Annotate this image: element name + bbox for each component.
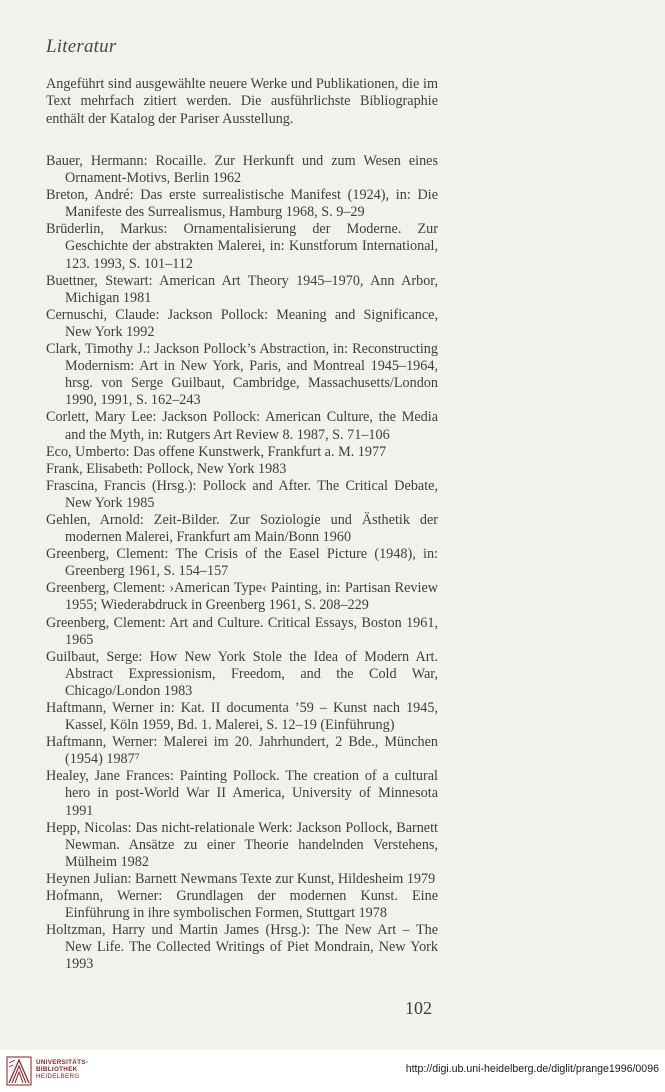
bibliography-entry: Buettner, Stewart: American Art Theory 1945–1970, Ann Arbor, Michigan 1981	[46, 272, 438, 306]
bibliography-entry: Corlett, Mary Lee: Jackson Pollock: American Culture, the Media and the Myth, in: Rutgers Art Review 8. 1987, S. 71–106	[46, 409, 438, 443]
logo-line-2: BIBLIOTHEK	[36, 1066, 78, 1074]
bibliography-entry: Brüderlin, Markus: Ornamentalisierung der Moderne. Zur Geschichte der abstrakten Malerei, in: Kunstforum International, 123. 1993, S. 101–112	[46, 221, 438, 272]
logo-line-3: HEIDELBERG	[36, 1073, 80, 1081]
bibliography-entry: Heynen Julian: Barnett Newmans Texte zur Kunst, Hildesheim 1979	[46, 870, 436, 887]
page-heading: Literatur	[46, 36, 117, 57]
bibliography-entry: Cernuschi, Claude: Jackson Pollock: Meaning and Significance, New York 1992	[46, 306, 438, 340]
source-url-link[interactable]: http://digi.ub.uni-heidelberg.de/diglit/prange1996/0096	[405, 1063, 659, 1075]
library-logo-icon[interactable]	[6, 1056, 32, 1086]
bibliography-entry: Healey, Jane Frances: Painting Pollock. The creation of a cultural hero in post-World War II America, University of Minnesota 1991	[46, 768, 438, 819]
intro-paragraph: Angeführt sind ausgewählte neuere Werke und Publikationen, die im Text mehrfach zitiert werden. Die ausführlichste Bibliographie enthält der Katalog der Pariser Ausstellung.	[46, 76, 438, 127]
footer-bar	[0, 1050, 665, 1092]
bibliography-entry: Guilbaut, Serge: How New York Stole the Idea of Modern Art. Abstract Expressionism, Freedom, and the Cold War, Chicago/London 1983	[46, 648, 438, 699]
bibliography-entry: Hepp, Nicolas: Das nicht-relationale Werk: Jackson Pollock, Barnett Newman. Ansätze zu einer Theorie handelnden Verstehens, Mülheim 1982	[46, 819, 438, 870]
bibliography-entry: Greenberg, Clement: ›American Type‹ Painting, in: Partisan Review 1955; Wiederabdruck in Greenberg 1961, S. 208–229	[46, 580, 438, 614]
bibliography-entry: Frascina, Francis (Hrsg.): Pollock and After. The Critical Debate, New York 1985	[46, 477, 438, 511]
bibliography-entry: Gehlen, Arnold: Zeit-Bilder. Zur Soziologie und Ästhetik der modernen Malerei, Frankfurt am Main/Bonn 1960	[46, 511, 438, 546]
page-number: 102	[405, 998, 432, 1018]
bibliography-entry: Greenberg, Clement: Art and Culture. Critical Essays, Boston 1961, 1965	[46, 614, 438, 648]
bibliography-entry: Hofmann, Werner: Grundlagen der modernen Kunst. Eine Einführung in ihre symbolischen Formen, Stuttgart 1978	[46, 888, 438, 922]
library-logo-text	[36, 1059, 88, 1081]
bibliography-entry: Greenberg, Clement: The Crisis of the Easel Picture (1948), in: Greenberg 1961, S. 154–157	[46, 546, 438, 580]
bibliography-entry: Breton, André: Das erste surrealistische Manifest (1924), in: Die Manifeste des Surrealismus, Hamburg 1968, S. 9–29	[46, 187, 438, 221]
bibliography-entry: Frank, Elisabeth: Pollock, New York 1983	[46, 460, 287, 477]
bibliography-entry: Bauer, Hermann: Rocaille. Zur Herkunft und zum Wesen eines Ornament-Motivs, Berlin 1962	[46, 153, 438, 187]
bibliography-list	[46, 153, 438, 974]
bibliography-entry: Holtzman, Harry und Martin James (Hrsg.): The New Art – The New Life. The Collected Writings of Piet Mondrain, New York 1993	[46, 922, 438, 973]
bibliography-entry: Haftmann, Werner in: Kat. II documenta ’59 – Kunst nach 1945, Kassel, Köln 1959, Bd. 1. Malerei, S. 12–19 (Einführung)	[46, 700, 438, 734]
bibliography-entry: Clark, Timothy J.: Jackson Pollock’s Abstraction, in: Reconstructing Modernism: Art in New York, Paris, and Montreal 1945–1964, hrsg. von Serge Guilbaut, Cambridge, Massachusetts/London 1990, 1991, S. 162–243	[46, 341, 438, 409]
bibliography-entry: Haftmann, Werner: Malerei im 20. Jahrhundert, 2 Bde., München (1954) 1987⁷	[46, 734, 438, 768]
bibliography-entry: Eco, Umberto: Das offene Kunstwerk, Frankfurt a. M. 1977	[46, 443, 387, 460]
logo-line-1: UNIVERSITÄTS-	[36, 1059, 89, 1066]
